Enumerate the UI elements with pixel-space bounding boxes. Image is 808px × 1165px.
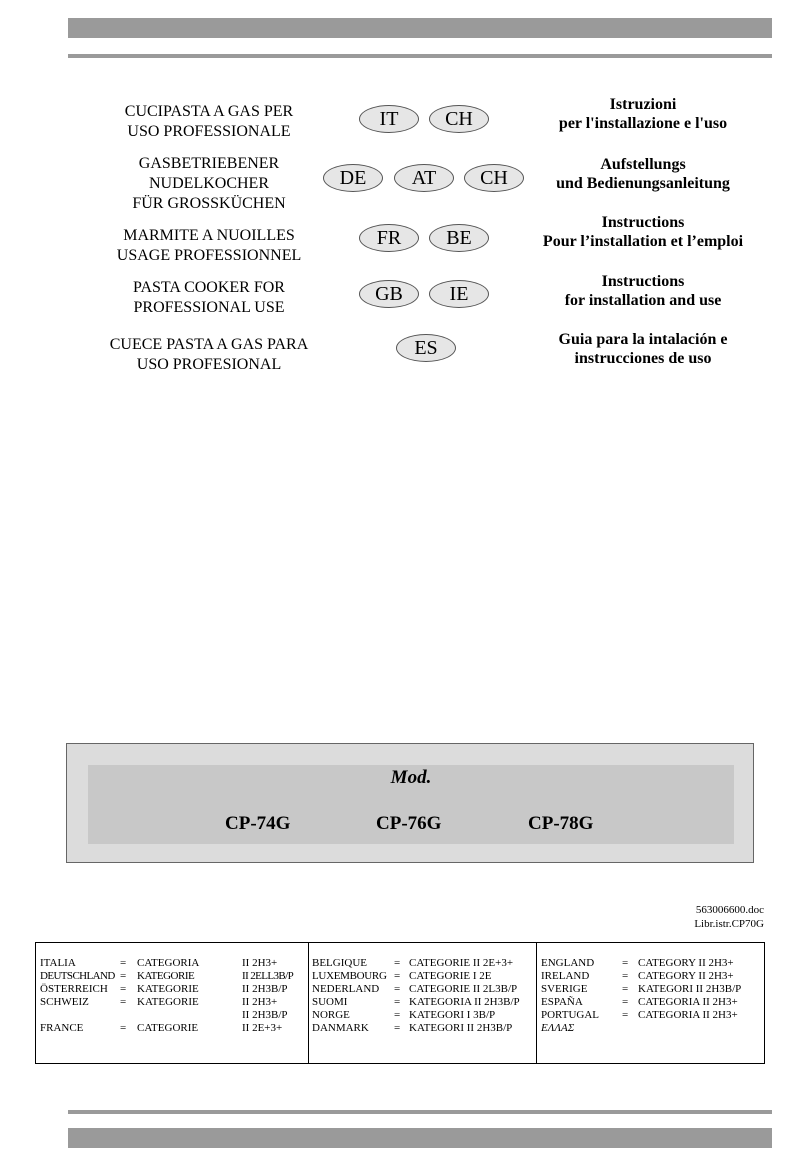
category-row: ÖSTERREICH = KATEGORIE II 2H3B/P [40, 983, 288, 995]
country-code-es: ES [396, 334, 456, 362]
gas-category-table [35, 942, 765, 1064]
product-name-es: CUECE PASTA A GAS PARA USO PROFESIONAL [109, 336, 309, 373]
category-row: SCHWEIZ = KATEGORIE II 2H3+ [40, 996, 278, 1008]
category-row: PORTUGAL = CATEGORIA II 2H3+ [541, 1009, 738, 1021]
product-name-fr: MARMITE A NUOILLES USAGE PROFESSIONNEL [116, 227, 302, 264]
manual-title-gb: Instructions for installation and use [564, 273, 722, 309]
category-row: LUXEMBOURG = CATEGORIE I 2E [312, 970, 492, 982]
category-row: ΕΛΛΑΣ [541, 1022, 575, 1034]
country-code-at: AT [394, 164, 454, 192]
category-row: ESPAÑA = CATEGORIA II 2H3+ [541, 996, 738, 1008]
category-column-3 [537, 943, 765, 1063]
document-filename: 563006600.doc [695, 904, 764, 916]
product-name-de: GASBETRIEBENER NUDELKOCHER FÜR GROSSKÜCHEN [132, 155, 286, 212]
category-row: NORGE = KATEGORI I 3B/P [312, 1009, 496, 1021]
category-row: DEUTSCHLAND = KATEGORIE II 2ELL3B/P [40, 970, 294, 982]
model-label: Mod. [390, 767, 432, 788]
footer-thick-rule [68, 1128, 772, 1148]
category-row: DANMARK = KATEGORI II 2H3B/P [312, 1022, 513, 1034]
country-code-ie: IE [429, 280, 489, 308]
manual-title-it: Istruzioni per l'installazione e l'uso [558, 96, 728, 132]
country-code-de: DE [323, 164, 383, 192]
language-row-es [0, 331, 808, 394]
category-row: SUOMI = KATEGORIA II 2H3B/P [312, 996, 520, 1008]
category-row: SVERIGE = KATEGORI II 2H3B/P [541, 983, 742, 995]
model-box [66, 743, 754, 863]
header-thick-rule [68, 18, 772, 38]
product-name-gb: PASTA COOKER FOR PROFESSIONAL USE [133, 279, 285, 316]
country-code-gb: GB [359, 280, 419, 308]
model-cp-76g: CP-76G [376, 813, 442, 834]
category-row: ITALIA = CATEGORIA II 2H3+ [40, 957, 278, 969]
language-row-de [0, 152, 808, 212]
category-row: ENGLAND = CATEGORY II 2H3+ [541, 957, 734, 969]
category-row: II 2H3B/P [242, 1009, 288, 1021]
manual-title-fr: Instructions Pour l’installation et l’emploi [542, 214, 744, 250]
footer-thin-rule [68, 1110, 772, 1114]
library-reference: Libr.istr.CP70G [694, 918, 764, 930]
country-code-fr: FR [359, 224, 419, 252]
category-column-1 [36, 943, 309, 1063]
country-code-be: BE [429, 224, 489, 252]
model-cp-74g: CP-74G [225, 813, 291, 834]
category-row: IRELAND = CATEGORY II 2H3+ [541, 970, 734, 982]
header-thin-rule [68, 54, 772, 58]
model-panel [88, 765, 734, 844]
document-reference [694, 903, 764, 931]
country-code-it: IT [359, 105, 419, 133]
language-row-gb [0, 273, 808, 338]
country-code-ch: CH [429, 105, 489, 133]
category-row: FRANCE = CATEGORIE II 2E+3+ [40, 1022, 283, 1034]
manual-title-de: Aufstellungs und Bedienungsanleitung [556, 156, 730, 192]
category-row: NEDERLAND = CATEGORIE II 2L3B/P [312, 983, 518, 995]
category-column-2 [308, 943, 537, 1063]
manual-title-es: Guia para la intalación e instrucciones de uso [558, 331, 728, 367]
language-row-it [0, 96, 808, 160]
model-cp-78g: CP-78G [528, 813, 594, 834]
country-code-ch: CH [464, 164, 524, 192]
category-row: BELGIQUE = CATEGORIE II 2E+3+ [312, 957, 514, 969]
product-name-it: CUCIPASTA A GAS PER USO PROFESSIONALE [124, 103, 294, 140]
